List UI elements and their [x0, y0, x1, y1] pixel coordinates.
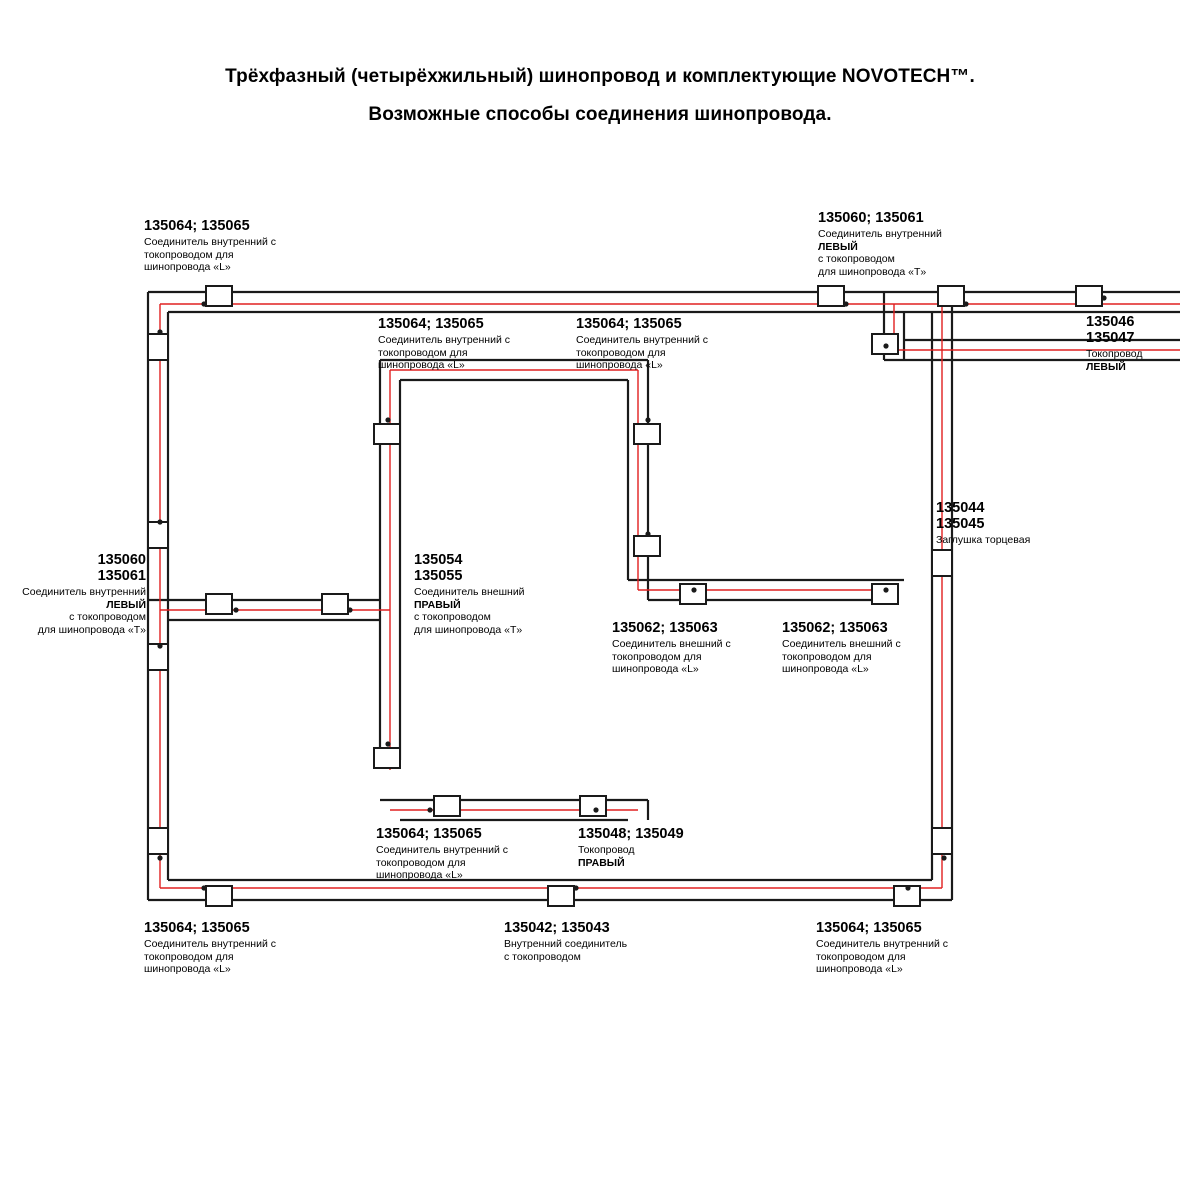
annotation-left-t-connector [0, 552, 146, 636]
annotation-desc-line: ПРАВЫЙ [414, 598, 461, 611]
power-conductor-lines [160, 304, 1180, 888]
connector-left-upper [148, 334, 168, 360]
annotation-end-cap [936, 500, 1030, 547]
annotation-bottom-right [816, 920, 948, 976]
annotation-desc-line: для шинопровода «T» [818, 265, 927, 278]
annotation-desc-line: шинопровода «L» [144, 963, 231, 975]
annotation-desc [816, 938, 948, 976]
annotation-desc-line: для шинопровода «T» [414, 623, 523, 636]
connector-top-right-a [818, 286, 844, 306]
annotation-desc-line: Соединитель внутренний с [816, 938, 948, 950]
annotation-desc-line: Соединитель внутренний [22, 586, 146, 598]
annotation-desc [144, 236, 276, 274]
annotation-desc-line: токопроводом для [612, 650, 702, 663]
connector-top-left-inner [206, 286, 232, 306]
annotation-desc-line: токопроводом для [378, 346, 468, 359]
annotation-lower-inner-connector [376, 826, 508, 882]
annotation-desc-line: шинопровода «L» [816, 963, 903, 975]
annotation-desc-line: ЛЕВЫЙ [1086, 360, 1126, 373]
page-title-line-2: Возможные способы соединения шинопровода. [368, 104, 832, 125]
annotation-desc-line: с токопроводом [414, 611, 491, 623]
annotation-desc-line: Соединитель внутренний с [144, 236, 276, 248]
connector-room-right-upper [634, 424, 660, 444]
connector-divider-right [322, 594, 348, 614]
connector-room-bottom-mid [680, 584, 706, 604]
annotation-desc-line: шинопровода «L» [612, 663, 699, 675]
annotation-code: 135046 [1086, 314, 1135, 330]
connector-room-right-lower [634, 536, 660, 556]
annotation-feed-right [578, 826, 684, 869]
annotation-code: 135047 [1086, 330, 1135, 346]
annotation-desc [936, 534, 1030, 547]
annotation-desc-line: Соединитель внешний с [782, 638, 901, 650]
annotation-desc-line: для шинопровода «T» [37, 623, 146, 636]
annotation-desc [818, 228, 942, 278]
annotation-desc-line: шинопровода «L» [144, 261, 231, 273]
connector-left-lower [148, 644, 168, 670]
annotation-mid-top-left [378, 316, 510, 372]
annotation-code: 135044 [936, 500, 985, 516]
annotation-desc-line: Токопровод [1086, 348, 1143, 360]
connector-lower-branch-right [580, 796, 606, 816]
annotation-desc [1086, 348, 1143, 373]
annotation-desc-line: токопроводом для [376, 856, 466, 869]
connector-divider-left [206, 594, 232, 614]
connector-inner-vertical-upper [374, 424, 400, 444]
annotation-code: 135055 [414, 568, 463, 584]
connector-bottom-center [548, 886, 574, 906]
annotation-desc [0, 586, 146, 636]
annotation-code: 135064; 135065 [144, 920, 250, 936]
annotation-desc-line: токопроводом для [816, 950, 906, 963]
annotation-desc-line: токопроводом для [576, 346, 666, 359]
connector-inner-vertical-lower [374, 748, 400, 768]
annotation-desc [782, 638, 901, 676]
annotation-top-left [144, 218, 276, 274]
annotation-code: 135042; 135043 [504, 920, 610, 936]
annotation-desc [376, 844, 508, 882]
annotation-desc-line: Соединитель внутренний с [376, 844, 508, 856]
annotation-code: 135064; 135065 [378, 316, 484, 332]
connector-right-lower [932, 828, 952, 854]
annotation-desc-line: ЛЕВЫЙ [818, 240, 858, 253]
annotation-desc-line: Соединитель внутренний с [576, 334, 708, 346]
connector-feed-right [1076, 286, 1102, 306]
annotation-desc-line: шинопровода «L» [576, 359, 663, 371]
annotation-code: 135064; 135065 [144, 218, 250, 234]
annotation-code: 135061 [97, 568, 146, 584]
annotation-center-t-connector [414, 552, 525, 636]
annotation-desc-line: Соединитель внутренний с [378, 334, 510, 346]
annotation-code: 135054 [414, 552, 463, 568]
annotation-code: 135060; 135061 [818, 210, 924, 226]
annotation-code: 135062; 135063 [612, 620, 718, 636]
annotation-desc-line: шинопровода «L» [782, 663, 869, 675]
page-title-line-1: Трёхфазный (четырёхжильный) шинопровод и комплектующие NOVOTECH™. [225, 66, 975, 87]
annotation-desc-line: ПРАВЫЙ [578, 856, 625, 869]
contact-dots [157, 295, 1106, 890]
annotation-desc-line: Соединитель внутренний с [144, 938, 276, 950]
annotation-desc [612, 638, 731, 676]
annotation-external-connector-left [612, 620, 731, 676]
annotation-external-connector-right [782, 620, 901, 676]
annotation-code: 135048; 135049 [578, 826, 684, 842]
annotation-code: 135062; 135063 [782, 620, 888, 636]
annotation-desc-line: Токопровод [578, 844, 635, 856]
annotation-desc-line: Соединитель внешний [414, 586, 525, 598]
annotation-desc-line: Внутренний соединитель [504, 938, 628, 950]
annotation-desc-line: токопроводом для [144, 950, 234, 963]
annotation-desc-line: с токопроводом [818, 253, 895, 265]
annotation-code: 135045 [936, 516, 985, 532]
annotation-desc-line: шинопровода «L» [376, 869, 463, 881]
annotation-bottom-center [504, 920, 627, 963]
annotation-code: 135064; 135065 [376, 826, 482, 842]
annotation-desc-line: Соединитель внутренний [818, 228, 942, 240]
connector-left-bottom [148, 828, 168, 854]
connector-bottom-left [206, 886, 232, 906]
annotation-desc [378, 334, 510, 372]
annotation-code: 135064; 135065 [576, 316, 682, 332]
annotation-desc-line: Заглушка торцевая [936, 534, 1031, 546]
connector-lower-branch-left [434, 796, 460, 816]
annotation-mid-top-right [576, 316, 708, 372]
annotation-desc-line: токопроводом для [144, 248, 234, 261]
annotation-desc-line: шинопровода «L» [378, 359, 465, 371]
annotation-bottom-left [144, 920, 276, 976]
endcap-right [932, 550, 952, 576]
annotation-desc-line: с токопроводом [69, 611, 146, 623]
annotation-desc [578, 844, 684, 869]
connector-left-mid [148, 522, 168, 548]
annotation-code: 135064; 135065 [816, 920, 922, 936]
annotation-desc [414, 586, 525, 636]
annotation-desc [576, 334, 708, 372]
connector-room-bottom-right [872, 584, 898, 604]
annotation-desc-line: ЛЕВЫЙ [106, 598, 146, 611]
connector-top-right-b [938, 286, 964, 306]
annotation-desc [144, 938, 276, 976]
annotation-right-feed [1086, 314, 1143, 373]
annotation-top-right [818, 210, 942, 278]
track-outlines [148, 292, 1180, 900]
annotation-desc-line: с токопроводом [504, 950, 581, 963]
annotation-desc-line: токопроводом для [782, 650, 872, 663]
annotation-desc [504, 938, 627, 963]
annotation-desc-line: Соединитель внешний с [612, 638, 731, 650]
annotation-code: 135060 [97, 552, 146, 568]
